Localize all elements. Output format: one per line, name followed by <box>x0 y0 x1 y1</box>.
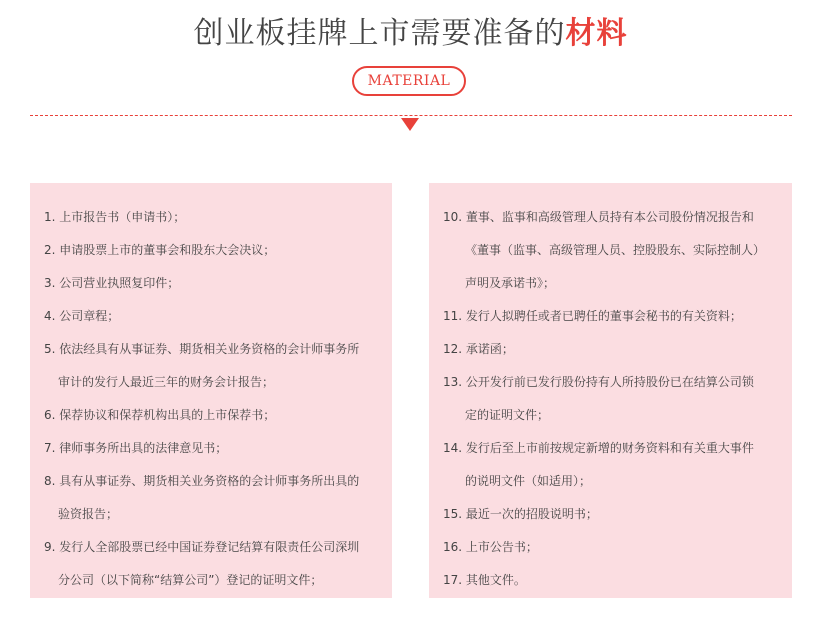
list-item-continuation: 审计的发行人最近三年的财务会计报告； <box>58 375 275 389</box>
list-item: 1. 上市报告书（申请书）； <box>44 210 186 224</box>
list-item: 10. 董事、监事和高级管理人员持有本公司股份情况报告和 <box>443 210 754 224</box>
list-item: 8. 具有从事证券、期货相关业务资格的会计师事务所出具的 <box>44 474 360 488</box>
list-item: 12. 承诺函； <box>443 342 514 356</box>
list-item-continuation: 的说明文件（如适用）； <box>465 474 592 488</box>
down-arrow-icon <box>401 118 419 131</box>
page-title <box>0 14 821 54</box>
list-item: 14. 发行后至上市前按规定新增的财务资料和有关重大事件 <box>443 441 754 455</box>
dashed-divider <box>30 115 792 116</box>
list-item-continuation: 分公司（以下简称“结算公司”）登记的证明文件； <box>58 573 323 587</box>
list-item: 7. 律师事务所出具的法律意见书； <box>44 441 228 455</box>
list-item-continuation: 验资报告； <box>58 507 119 521</box>
materials-list-right <box>429 183 792 598</box>
list-item: 15. 最近一次的招股说明书； <box>443 507 598 521</box>
list-item: 17. 其他文件。 <box>443 573 526 587</box>
list-item-continuation: 定的证明文件； <box>465 408 550 422</box>
list-item: 13. 公开发行前已发行股份持有人所持股份已在结算公司锁 <box>443 375 754 389</box>
list-item: 4. 公司章程； <box>44 309 120 323</box>
list-item-continuation: 《董事（监事、高级管理人员、控股股东、实际控制人） <box>465 243 766 257</box>
list-item: 6. 保荐协议和保荐机构出具的上市保荐书； <box>44 408 276 422</box>
list-item: 11. 发行人拟聘任或者已聘任的董事会秘书的有关资料； <box>443 309 742 323</box>
title-accent: 材料 <box>565 16 628 51</box>
material-badge: MATERIAL <box>352 66 466 96</box>
list-item: 2. 申请股票上市的董事会和股东大会决议； <box>44 243 276 257</box>
list-item: 3. 公司营业执照复印件； <box>44 276 180 290</box>
list-item: 9. 发行人全部股票已经中国证券登记结算有限责任公司深圳 <box>44 540 360 554</box>
list-item: 16. 上市公告书； <box>443 540 538 554</box>
list-item: 5. 依法经具有从事证券、期货相关业务资格的会计师事务所 <box>44 342 360 356</box>
title-main: 创业板挂牌上市需要准备的 <box>193 16 566 51</box>
list-item-continuation: 声明及承诺书》； <box>465 276 556 290</box>
materials-list-left <box>30 183 392 598</box>
